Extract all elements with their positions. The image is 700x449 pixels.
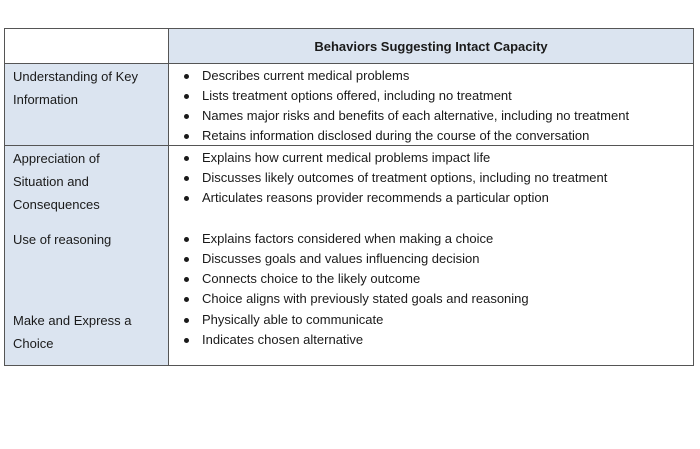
row-label-line: Appreciation of [13, 151, 100, 166]
list-item-text: Physically able to communicate [202, 312, 384, 327]
bullet-dot-icon [184, 94, 189, 99]
row-bullets-choice [181, 310, 689, 350]
row-label-reasoning [13, 228, 163, 251]
bullet-dot-icon [184, 74, 189, 79]
list-item-text: Connects choice to the likely outcome [202, 271, 421, 286]
row-label-appreciation [13, 147, 163, 216]
list-item [181, 66, 689, 86]
list-item-text: Explains factors considered when making a choice [202, 231, 494, 246]
list-item-text: Lists treatment options offered, including no treatment [202, 88, 512, 103]
row-label-line: Choice [13, 336, 54, 351]
bullet-dot-icon [184, 338, 189, 343]
list-item [181, 310, 689, 330]
row-bullets-understanding [181, 66, 689, 146]
list-item [181, 269, 689, 289]
list-item-text: Retains information disclosed during the course of the conversation [202, 128, 590, 143]
row-label-understanding [13, 65, 163, 111]
row-label-line: Use of reasoning [13, 232, 112, 247]
bullet-dot-icon [184, 237, 189, 242]
bullet-dot-icon [184, 277, 189, 282]
bullet-dot-icon [184, 297, 189, 302]
list-item [181, 148, 689, 168]
row-label-choice [13, 309, 163, 355]
list-item-text: Names major risks and benefits of each alternative, including no treatment [202, 108, 630, 123]
list-item-text: Indicates chosen alternative [202, 332, 364, 347]
list-item [181, 106, 689, 126]
list-item-text: Explains how current medical problems impact life [202, 150, 491, 165]
list-item-text: Discusses likely outcomes of treatment options, including no treatment [202, 170, 608, 185]
bullet-dot-icon [184, 114, 189, 119]
row-label-line: Information [13, 92, 79, 107]
list-item-text: Choice aligns with previously stated goals and reasoning [202, 291, 529, 306]
list-item [181, 289, 689, 309]
capacity-table [4, 28, 694, 366]
table-corner-cell [5, 29, 168, 64]
row-label-line: Situation and [13, 174, 89, 189]
list-item [181, 249, 689, 269]
bullet-dot-icon [184, 176, 189, 181]
row-label-line: Consequences [13, 197, 100, 212]
table-header: Behaviors Suggesting Intact Capacity [169, 29, 693, 64]
list-item-text: Articulates reasons provider recommends a particular option [202, 190, 549, 205]
list-item-text: Describes current medical problems [202, 68, 410, 83]
list-item [181, 126, 689, 146]
list-item [181, 229, 689, 249]
row-bullets-reasoning [181, 229, 689, 309]
list-item-text: Discusses goals and values influencing decision [202, 251, 480, 266]
bullet-dot-icon [184, 257, 189, 262]
list-item [181, 168, 689, 188]
bullet-dot-icon [184, 318, 189, 323]
bullet-dot-icon [184, 134, 189, 139]
list-item [181, 86, 689, 106]
row-label-line: Understanding of Key [13, 69, 139, 84]
row-bullets-appreciation [181, 148, 689, 208]
list-item [181, 188, 689, 208]
list-item [181, 330, 689, 350]
bullet-dot-icon [184, 156, 189, 161]
row-label-line: Make and Express a [13, 313, 132, 328]
bullet-dot-icon [184, 196, 189, 201]
